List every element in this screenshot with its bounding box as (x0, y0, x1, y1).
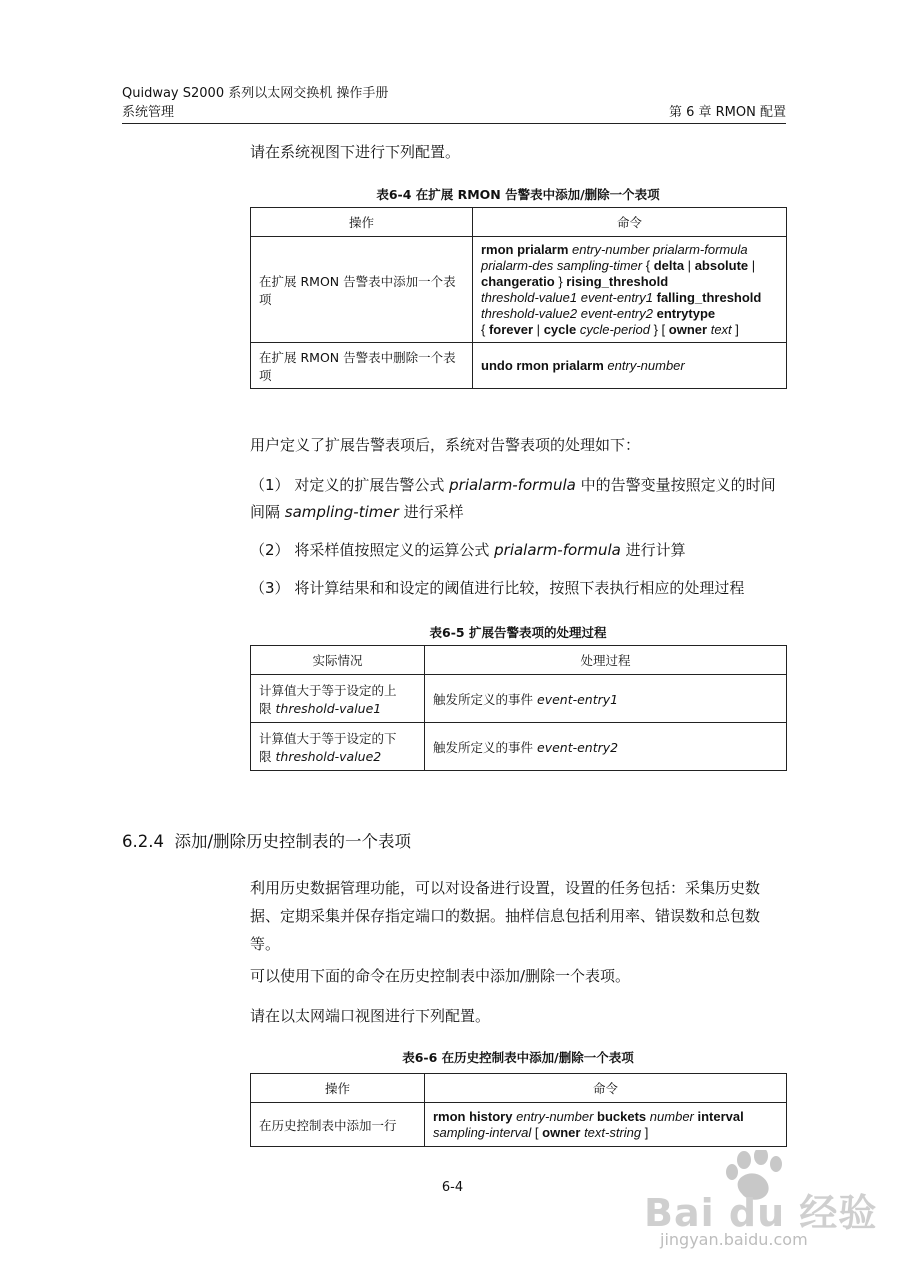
action-cell: 触发所定义的事件 event-entry1 (425, 675, 787, 723)
table-6-6 (250, 1073, 787, 1147)
operation-cell (251, 343, 473, 389)
condition-cell: 计算值大于等于设定的下 限 threshold-value2 (251, 723, 425, 771)
command-cell: undo rmon prialarm entry-number (473, 343, 787, 389)
operation-text: 在扩展 RMON 告警表中添加一个表项 (259, 273, 456, 307)
page-number: 6-4 (441, 1180, 464, 1195)
table-header-cell: 操作 (251, 1074, 425, 1103)
condition-cell: 计算值大于等于设定的上 限 threshold-value1 (251, 675, 425, 723)
header-rule (122, 123, 786, 124)
table-row (251, 1103, 787, 1147)
table-6-5 (250, 645, 787, 771)
running-header-chapter: 第 6 章 RMON 配置 (668, 105, 786, 120)
step-1: （1） 对定义的扩展告警公式 prialarm-formula 中的告警变量按照定义的时间 间隔 sampling-timer 进行采样 (250, 476, 776, 521)
watermark-brand: Bai du 经验 (644, 1191, 878, 1235)
intro-line: 请在系统视图下进行下列配置。 (250, 143, 461, 161)
table-header-cell: 实际情况 (251, 646, 425, 675)
history-paragraph: 利用历史数据管理功能，可以对设备进行设置，设置的任务包括：采集历史数据、定期采集并保存指定端口的数据。抽样信息包括利用率、错误数和总包数等。 (250, 879, 761, 953)
history-line-3: 请在以太网端口视图进行下列配置。 (250, 1007, 491, 1025)
action-cell: 触发所定义的事件 event-entry2 (425, 723, 787, 771)
section-heading (122, 828, 411, 852)
operation-text: 在历史控制表中添加一行 (259, 1117, 397, 1133)
table-6-4-caption: 表6-4 在扩展 RMON 告警表中添加/删除一个表项 (376, 187, 660, 202)
processing-intro: 用户定义了扩展告警表项后，系统对告警表项的处理如下： (250, 436, 641, 454)
table-header-cell: 处理过程 (425, 646, 787, 675)
operation-cell (251, 237, 473, 343)
table-header-cell: 命令 (425, 1074, 787, 1103)
table-row (251, 343, 787, 389)
watermark-url: jingyan.baidu.com (660, 1230, 808, 1249)
table-row (251, 723, 787, 771)
command-cell: rmon prialarm entry-number prialarm-formula prialarm-des sampling-timer { delta | absolute | changeratio } rising_threshold threshold-value1 event-entry1 falling_threshold threshold-value2 event-entry2 entrytype { forever | cycle cycle-period } [ owner text ] (473, 237, 787, 343)
section-title: 添加/删除历史控制表的一个表项 (174, 832, 412, 851)
table-6-4 (250, 207, 787, 389)
history-line-2: 可以使用下面的命令在历史控制表中添加/删除一个表项。 (250, 967, 631, 985)
running-header-title: Quidway S2000 系列以太网交换机 操作手册 (122, 86, 389, 101)
running-header-section: 系统管理 (122, 105, 175, 120)
operation-cell (251, 1103, 425, 1147)
table-6-5-caption: 表6-5 扩展告警表项的处理过程 (429, 625, 607, 640)
operation-text: 在扩展 RMON 告警表中删除一个表项 (259, 349, 456, 383)
step-3: （3） 将计算结果和和设定的阈值进行比较，按照下表执行相应的处理过程 (250, 579, 745, 597)
table-header-cell: 操作 (251, 208, 473, 237)
step-2: （2） 将采样值按照定义的运算公式 prialarm-formula 进行计算 (250, 541, 686, 559)
table-6-6-caption: 表6-6 在历史控制表中添加/删除一个表项 (402, 1050, 634, 1065)
command-cell: rmon history entry-number buckets number interval sampling-interval [ owner text-string ] (425, 1103, 787, 1147)
table-header-cell: 命令 (473, 208, 787, 237)
table-row (251, 237, 787, 343)
table-row (251, 675, 787, 723)
section-number: 6.2.4 (122, 832, 164, 851)
baidu-jingyan-watermark (640, 1150, 880, 1260)
